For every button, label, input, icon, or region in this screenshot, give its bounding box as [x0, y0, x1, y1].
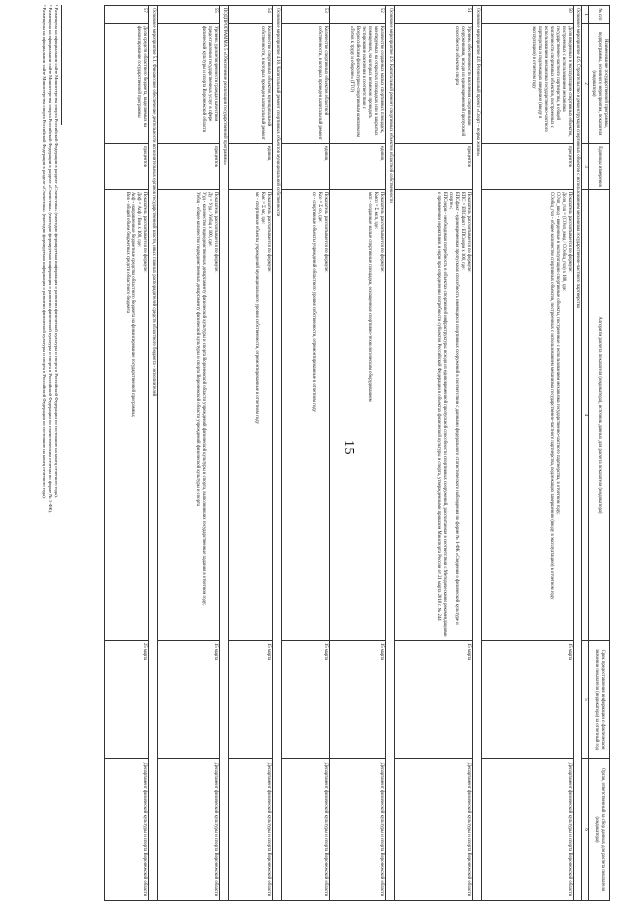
cell-organ: Департамент физической культуры и спорта Воронежской области	[229, 759, 273, 901]
col-index: 6	[582, 759, 589, 901]
cell-organ: Департамент физической культуры и спорта Воронежской области	[481, 759, 573, 901]
section-row	[472, 6, 481, 901]
cell-term: 15 марта	[158, 641, 220, 759]
cell-organ: Департамент физической культуры и спорта Воронежской области	[281, 759, 329, 901]
cell-name: Уровень обеспеченности населения спортивными сооружениями, исходя из единовременной пропускной способности объектов спорта	[394, 24, 472, 144]
cell-term: 15 марта	[229, 641, 273, 759]
cell-unit: процентов	[105, 144, 149, 190]
cell-algorithm: Показатель рассчитывается по формуле: Ду = Ууд / Уобщ х 100, где: Ууд - количество подведомственных департаменту физической культуры и спорта Воронежской области учреждений физической культуры и спорта, выполнивших государственные задания в отчетном году; Уобщ - общее количество подведомственных департаменту физической культуры и спорта Воронежской области учреждений физической культуры и спорта	[158, 190, 220, 641]
cell-name: Количество созданных малых спортивных площадок, монтируемых на открытых площадках или в закрытых помещениях, на которых возможно проводить тестирование населения в соответствии с Всероссийским физкультурно-спортивным комплексом «Готов к труду и обороне» (ГТО)	[329, 24, 385, 144]
column-index-row	[582, 6, 589, 901]
cell-organ: Департамент физической культуры и спорта Воронежской области	[158, 759, 220, 901]
section-row	[385, 6, 394, 901]
footnote-rule	[61, 5, 62, 125]
cell-num: 57	[105, 6, 149, 24]
col-index: 1	[582, 6, 589, 24]
rotated-page-content	[10, 5, 610, 900]
table-row	[281, 6, 329, 901]
cell-num: 55	[158, 6, 220, 24]
table-row	[158, 6, 220, 901]
section-title: Основное мероприятие 4.9. Капитальный ремонт спортивных объектов областной собственности	[385, 6, 394, 901]
header-num: № п/п	[589, 6, 610, 24]
table-row	[329, 6, 385, 901]
cell-unit: процентов	[394, 144, 472, 190]
cell-name: Количество спортивных объектов областной собственности, в которых проведен капитальный ремонт	[281, 24, 329, 144]
section-row	[573, 6, 582, 901]
section-title: Основное мероприятие 4.10. Капитальный ремонт спортивных объектов муниципальной собственности	[273, 6, 282, 901]
cell-num: 53	[281, 6, 329, 24]
footnotes	[40, 5, 62, 900]
cell-algorithm: Показатель рассчитывается по формуле: ЕПС = ЕПСфакт / ЕПСнорм х 100, где: ЕПСфакт - единовременная пропускная способность имеющихся спортивных сооружений в соответствии с данными федерального статистического наблюдения по форме № 1-ФК «Сведения о физической культуре и спорте»; ЕПСнорм - необходимая потребность в объектах спортивной инфраструктуры исходя из единовременной пропускной способности спортивных сооружений, рассчитанная в соответствии с Методическими рекомендациями о применении нормативов и норм при определении потребности субъектов Российской Федерации в объектах физической культуры и спорта, утвержденными приказом Минспорта России от 21 марта 2018 г. № 244	[394, 190, 472, 641]
cell-organ: Департамент физической культуры и спорта Воронежской области	[329, 759, 385, 901]
cell-algorithm: Показатель рассчитывается по формуле: Ксо = Σ со, где: со - спортивные объекты учреждений областного уровня собственности, отремонтированные в отчетном году	[281, 190, 329, 641]
section-title: Основное мероприятие 4.8. Региональный проект «Спорт – норма жизни»	[472, 6, 481, 901]
cell-name: Доля введенных в эксплуатацию спортивных объектов, построенных с использованием механизма государственно-частного партнерства, в общей численности спортивных объектов, построенных с использованием механизма государственно-частного партнерства и подлежащих введению (вводу в эксплуатацию) в отчетном году	[481, 24, 573, 144]
header-name: Наименование государственной программы, подпрограммы, основного мероприятия, показателя (индикатора)	[589, 24, 610, 144]
cell-algorithm: Показатель рассчитывается по формуле: Кмсп = Σ мсп, где: мсп - созданные малые спортивные площадки, оснащенные спортивно-технологическим оборудованием	[329, 190, 385, 641]
cell-organ: Департамент физической культуры и спорта Воронежской области	[394, 759, 472, 901]
section-row	[149, 6, 158, 901]
cell-unit: единиц	[329, 144, 385, 190]
table-row	[394, 6, 472, 901]
cell-term: 15 марта	[394, 641, 472, 759]
cell-term: 15 марта	[281, 641, 329, 759]
cell-unit: процентов	[158, 144, 220, 190]
table-row	[105, 6, 149, 901]
header-organ: Орган, ответственный за сбор данных для расчета показателя (индикатора)	[589, 759, 610, 901]
cell-num: 50	[481, 6, 573, 24]
footnote: ² Размещена на официальном сайте Министерства спорта Российской Федерации в разделе «Статистика» (ежегодно формируемая информация о развитии физической культуры и спорта в Российской Федерации по статистическим отчетам по форме № 1-ФК).	[47, 5, 53, 514]
cell-term: 15 марта	[329, 641, 385, 759]
cell-term: 25 марта	[105, 641, 149, 759]
section-row	[273, 6, 282, 901]
cell-organ: Департамент физической культуры и спорта Воронежской области	[105, 759, 149, 901]
cell-num: 52	[329, 6, 385, 24]
header-algorithm: Алгоритм расчета показателя (индикатора), источник данных для расчета показателя (индикатора)	[589, 190, 610, 641]
indicators-table	[104, 5, 610, 901]
header-term: Срок предоставления информации о фактическом значении показателя (индикатора) за отчетный год	[589, 641, 610, 759]
page-number: 15	[341, 440, 356, 455]
cell-unit: единиц	[229, 144, 273, 190]
cell-algorithm: Показатель рассчитывается по формуле: Доф = Асф / Вов х 100, где: Асф - направленные бюджетные средства областного бюджета на финансирование государственной программы; Вов - общий объем бюджетных средств областного бюджета	[105, 190, 149, 641]
cell-unit: единиц	[281, 144, 329, 190]
subprogram-title: ПОДПРОГРАММА 5 «Обеспечение реализации государственной программы»	[220, 6, 229, 901]
cell-algorithm: Показатель рассчитывается по формуле: Кмс = Σ мс, где: мс - спортивные объекты учреждений муниципального уровня собственности, отремонтированные в отчетном году	[229, 190, 273, 641]
cell-num: 51	[394, 6, 472, 24]
col-index: 2	[582, 24, 589, 144]
subprogram-row	[220, 6, 229, 901]
header-unit: Единицы измерения	[589, 144, 610, 190]
section-title: Основное мероприятие 5.1. Финансовое обеспечение деятельности исполнительных органов государственной власти, иных главных распорядителей средств областного бюджета - исполнителей	[149, 6, 158, 901]
col-index: 4	[582, 190, 589, 641]
col-index: 5	[582, 641, 589, 759]
cell-num: 54	[229, 6, 273, 24]
table-row	[481, 6, 573, 901]
table-header-row	[589, 6, 610, 901]
section-title: Основное мероприятие 4.6. Строительство и реконструкция спортивных объектов с использованием механизма государственно-частного партнерства	[573, 6, 582, 901]
footnote: ³ Размещены на официальном сайте Министерства спорта Российской Федерации в разделе «Статистика» (ежегодно формируемая информация о развитии физической культуры и спорта в Российской Федерации по состоянию на конец отчетного года).	[41, 5, 47, 499]
cell-algorithm: Показатель рассчитывается по формуле: Доля_гчп = (СОчп_ввод / СОобщ_гчп) х 100, где: СОчп_ввод - введенные в эксплуатацию спортивные объекты, построенные с использованием механизма государственно-частного партнерства, в отчетном году; СОобщ_гчп - общее количество спортивных объектов, построенных с использованием механизма государственно-частного партнерства, подлежащих завершению (вводу в эксплуатацию) в отчетном году	[481, 190, 573, 641]
cell-name: Количество спортивных объектов муниципальной собственности, в которых проведен капитальный ремонт	[229, 24, 273, 144]
col-index: 3	[582, 144, 589, 190]
cell-unit: процентов	[481, 144, 573, 190]
cell-term: 15 марта	[481, 641, 573, 759]
cell-name: Доля средств областного бюджета, выделяемых на финансирование государственной программы	[105, 24, 149, 144]
footnote: ¹ Размещена на официальном сайте Министерства спорта Российской Федерации в разделе «Статистика» (ежегодно формируемая информация о развитии физической культуры и спорта в Российской Федерации по состоянию на конец отчетного года).	[54, 5, 59, 498]
cell-name: Уровень удовлетворенности граждан качеством предоставления государственных услуг в сфере физической культуры и спорта Воронежской области	[158, 24, 220, 144]
table-row	[229, 6, 273, 901]
